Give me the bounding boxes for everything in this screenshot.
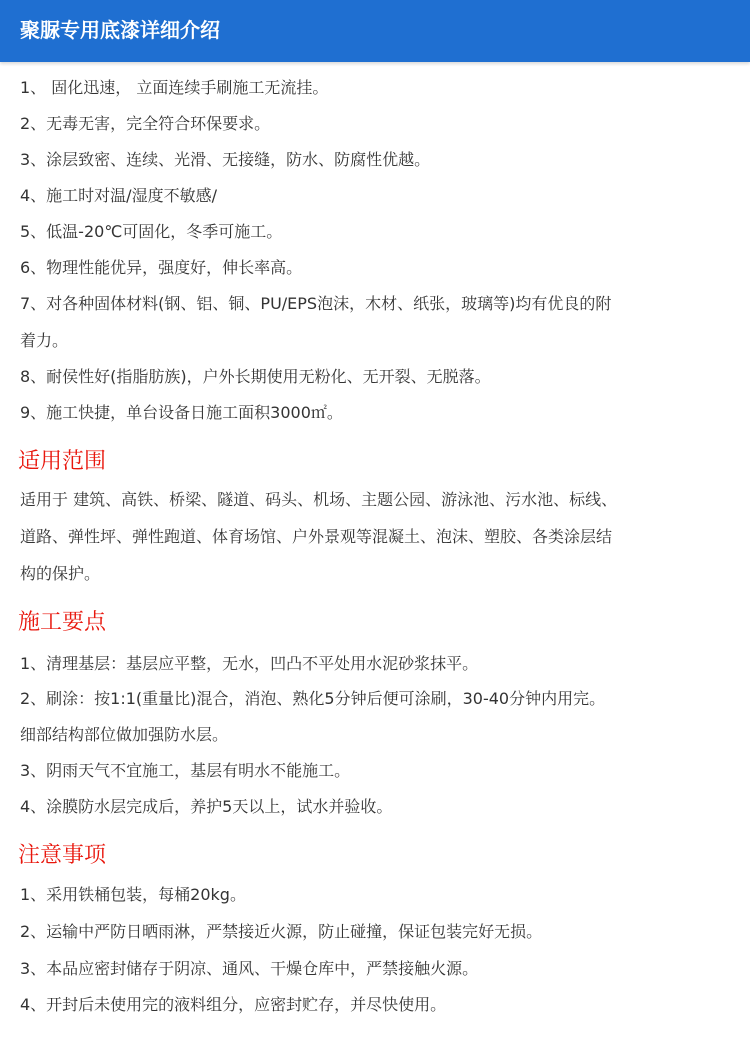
construction-line: 1、清理基层：基层应平整，无水，凹凸不平处用水泥砂浆抹平。 <box>20 654 479 673</box>
page-title: 聚脲专用底漆详细介绍 <box>20 18 220 42</box>
feature-item: 7、对各种固体材料(钢、铝、铜、PU/EPS泡沫，木材、纸张，玻璃等)均有优良的附 <box>20 294 612 313</box>
feature-item: 3、涂层致密、连续、光滑、无接缝，防水、防腐性优越。 <box>20 150 431 169</box>
section-heading-construction: 施工要点 <box>18 610 107 635</box>
construction-line: 细部结构部位做加强防水层。 <box>20 725 229 744</box>
notes-line: 3、本品应密封储存于阴凉、通风、干燥仓库中，严禁接触火源。 <box>20 959 479 978</box>
feature-item: 1、 固化迅速， 立面连续手刷施工无流挂。 <box>20 78 329 97</box>
feature-item: 着力。 <box>20 331 69 350</box>
notes-line: 1、采用铁桶包装，每桶20kg。 <box>20 885 246 904</box>
construction-line: 2、刷涂：按1:1(重量比)混合，消泡、熟化5分钟后便可涂刷，30-40分钟内用完。 <box>20 689 606 708</box>
construction-line: 4、涂膜防水层完成后，养护5天以上，试水并验收。 <box>20 797 393 816</box>
feature-item: 4、施工时对温/湿度不敏感/ <box>20 186 217 205</box>
construction-line: 3、阴雨天气不宜施工，基层有明水不能施工。 <box>20 761 351 780</box>
section-heading-scope: 适用范围 <box>18 449 107 474</box>
feature-item: 6、物理性能优异，强度好，伸长率高。 <box>20 258 303 277</box>
feature-item: 5、低温-20℃可固化，冬季可施工。 <box>20 222 283 241</box>
scope-line: 构的保护。 <box>20 564 101 583</box>
section-heading-notes: 注意事项 <box>18 843 107 868</box>
notes-line: 2、运输中严防日晒雨淋，严禁接近火源，防止碰撞，保证包装完好无损。 <box>20 922 543 941</box>
feature-item: 2、无毒无害，完全符合环保要求。 <box>20 114 271 133</box>
feature-item: 8、耐侯性好(指脂肪族)，户外长期使用无粉化、无开裂、无脱落。 <box>20 367 491 386</box>
notes-line: 4、开封后未使用完的液料组分，应密封贮存，并尽快使用。 <box>20 995 447 1014</box>
scope-line: 道路、弹性坪、弹性跑道、体育场馆、户外景观等混凝土、泡沫、塑胶、各类涂层结 <box>20 527 613 546</box>
scope-line: 适用于 建筑、高铁、桥梁、隧道、码头、机场、主题公园、游泳池、污水池、标线、 <box>20 490 618 509</box>
feature-item: 9、施工快捷，单台设备日施工面积3000㎡。 <box>20 403 343 422</box>
header-bar <box>0 0 750 62</box>
